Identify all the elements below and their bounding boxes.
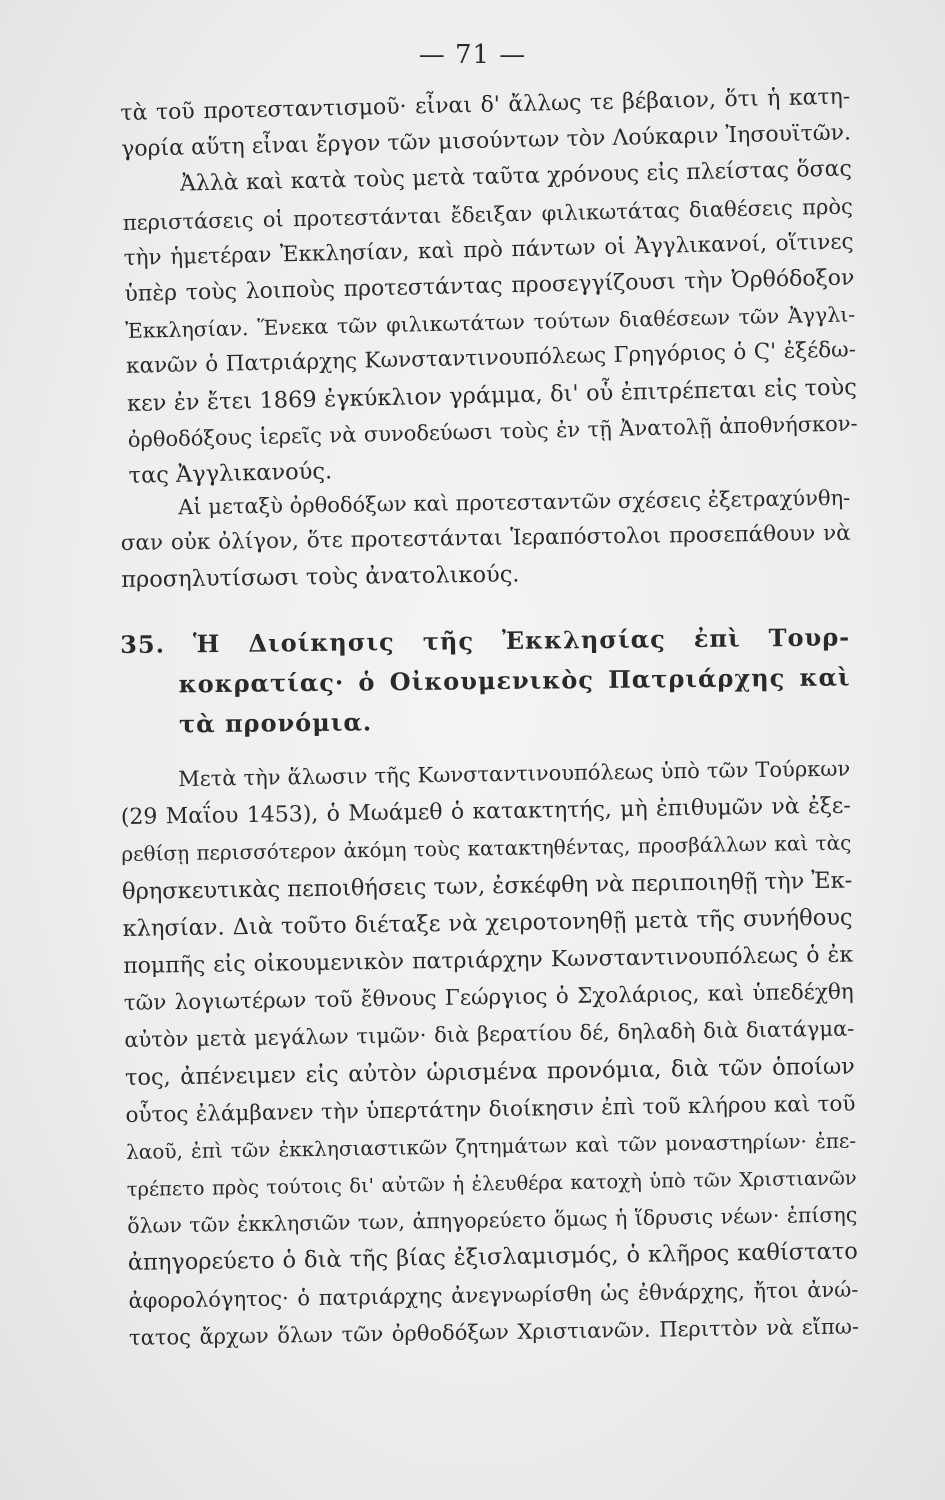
text-line: Ἀλλὰ καὶ κατὰ τοὺς μετὰ ταῦτα χρόνους εἰς πλείστας ὅσας (179, 156, 853, 198)
text-line: λαοῦ, ἐπὶ τῶν ἐκκλησιαστικῶν ζητημάτων καὶ τῶν μοναστηρίων· ἐπε- (125, 1128, 857, 1164)
text-line: ὑπὲρ τοὺς λοιποὺς προτεστάντας προσεγγίζουσι τὴν Ὀρθόδοξον (124, 265, 855, 307)
text-line: ὅλων τῶν ἐκκλησιῶν των, ἀπηγορεύετο ὅμως ἡ ἵδρυσις νέων· ἐπίσης (127, 1202, 858, 1239)
text-line: Αἱ μεταξὺ ὀρθοδόξων καὶ προτεσταντῶν σχέσεις ἐξετραχύνθη- (178, 485, 851, 520)
text-line: τος, ἀπένειμεν εἰς αὐτὸν ὡρισμένα προνόμια, διὰ τῶν ὁποίων (124, 1052, 856, 1091)
text-line: κλησίαν. Διὰ τοῦτο διέταξε νὰ χειροτονηθῇ μετὰ τῆς συνήθους (122, 904, 853, 942)
text-line: Ἐκκλησίαν. Ἕνεκα τῶν φιλικωτάτων τούτων διαθέσεων τῶν Ἀγγλι- (125, 302, 856, 344)
paragraph-patriarchate (120, 751, 859, 1357)
text-line: (29 Μαΐου 1453), ὁ Μωάμεθ ὁ κατακτητής, μὴ ἐπιθυμῶν νὰ ἐξε- (120, 793, 851, 831)
heading-line: κοκρατίας· ὁ Οἰκουμενικὸς Πατριάρχης καὶ (178, 662, 851, 699)
text-line: ρεθίσῃ περισσότερον ἀκόμη τοὺς κατακτηθέντας, προσβάλλων καὶ τὰς (121, 830, 852, 867)
text-line: ἀπηγορεύετο ὁ διὰ τῆς βίας ἐξισλαμισμός, ὁ κλῆρος καθίστατο (127, 1238, 858, 1277)
text-line: ὀρθοδόξους ἱερεῖς νὰ συνοδεύωσι τοὺς ἐν τῇ Ἀνατολῇ ἀποθνήσκον- (127, 411, 858, 452)
text-line: τας Ἀγγλικανούς. (128, 458, 333, 489)
text-line: Μετὰ τὴν ἅλωσιν τῆς Κωνσταντινουπόλεως ὑπὸ τῶν Τούρκων (178, 756, 851, 792)
text-line: κεν ἐν ἔτει 1869 ἐγκύκλιον γράμμα, δι' οὗ ἐπιτρέπεται εἰς τοὺς (126, 373, 858, 417)
text-line: τὴν ἡμετέραν Ἐκκλησίαν, καὶ πρὸ πάντων οἱ Ἀγγλικανοί, οἵτινες (123, 229, 854, 271)
heading-line: 35. Ἡ Διοίκησις τῆς Ἐκκλησίας ἐπὶ Τουρ- (120, 622, 851, 659)
text-line: τρέπετο πρὸς τούτοις δι' αὐτῶν ἡ ἐλευθέρα κατοχὴ ὑπὸ τῶν Χριστιανῶν (126, 1166, 857, 1202)
paragraph-protestant-relations (120, 79, 859, 494)
text-line: περιστάσεις οἱ προτεστάνται ἔδειξαν φιλικωτάτας διαθέσεις πρὸς (122, 193, 853, 235)
text-line: αὐτὸν μετὰ μεγάλων τιμῶν· διὰ βερατίου δέ, δηλαδὴ διὰ διατάγμα- (124, 1016, 855, 1053)
text-line: κανῶν ὁ Πατριάρχης Κωνσταντινουπόλεως Γρηγόριος ὁ Ϛ' ἐξέδω- (125, 337, 857, 380)
text-line: σαν οὐκ ὀλίγον, ὅτε προτεστάνται Ἱεραπόστολοι προσεπάθουν νὰ (120, 520, 851, 557)
text-line: θρησκευτικὰς πεποιθήσεις των, ἐσκέφθη νὰ περιποιηθῇ τὴν Ἐκ- (121, 867, 853, 905)
text-line: προσηλυτίσωσι τοὺς ἀνατολικούς. (121, 561, 520, 594)
heading-line: τὰ προνόμια. (178, 707, 373, 739)
paragraph-missionaries (120, 480, 851, 599)
text-line: τὰ τοῦ προτεσταντισμοῦ· εἶναι δ' ἄλλως τε βέβαιον, ὅτι ἡ κατη- (120, 84, 851, 126)
text-line: πομπῆς εἰς οἰκουμενικὸν πατριάρχην Κωνσταντινουπόλεως ὁ ἐκ (123, 942, 854, 979)
page-number: — 71 — (418, 40, 527, 70)
text-line: τῶν λογιωτέρων τοῦ ἔθνους Γεώργιος ὁ Σχολάριος, καὶ ὑπεδέχθη (123, 979, 854, 1017)
section-heading (120, 617, 851, 745)
text-line: τατος ἄρχων ὅλων τῶν ὀρθοδόξων Χριστιανῶν. Περιττὸν νὰ εἴπω- (128, 1314, 860, 1350)
text-line: γορία αὕτη εἶναι ἔργον τῶν μισούντων τὸν Λούκαριν Ἰησουϊτῶν. (120, 120, 852, 163)
text-line: ἀφορολόγητος· ὁ πατριάρχης ἀνεγνωρίσθη ὡς ἐθνάρχης, ἤτοι ἀνώ- (128, 1277, 859, 1313)
text-line: οὗτος ἐλάμβανεν τὴν ὑπερτάτην διοίκησιν ἐπὶ τοῦ κλήρου καὶ τοῦ (125, 1091, 856, 1128)
